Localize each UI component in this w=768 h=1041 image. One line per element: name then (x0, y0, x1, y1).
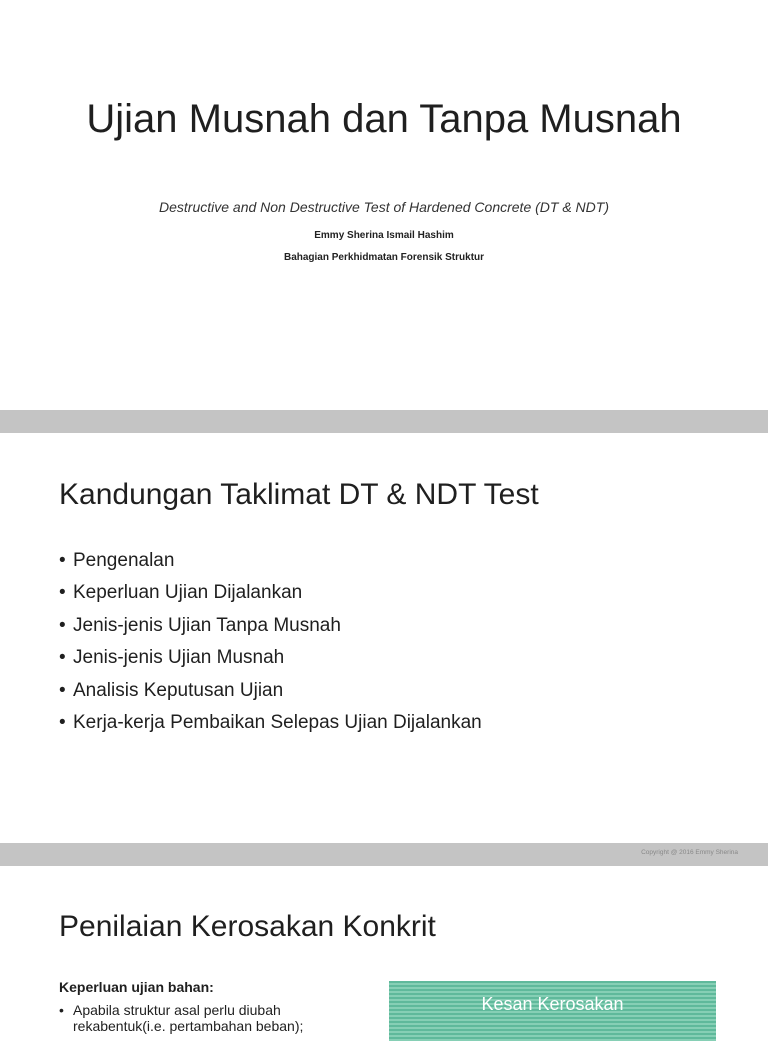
author-name: Emmy Sherina Ismail Hashim (314, 230, 454, 241)
list-item-text: Kerja-kerja Pembaikan Selepas Ujian Dijalankan (73, 711, 482, 733)
list-item (59, 646, 482, 678)
copyright-notice: Copyright @ 2016 Emmy Sherina (641, 849, 738, 856)
slide-title: Ujian Musnah dan Tanpa Musnah (86, 97, 682, 141)
department-name: Bahagian Perkhidmatan Forensik Struktur (283, 252, 485, 263)
contents-list (59, 549, 482, 743)
list-item (59, 549, 482, 581)
list-item (59, 711, 482, 743)
contents-slide (0, 433, 768, 843)
bullet-icon: • (59, 614, 66, 636)
list-item-text: Jenis-jenis Ujian Tanpa Musnah (73, 614, 341, 636)
damage-effect-box (389, 981, 716, 1041)
bullet-icon: • (59, 647, 66, 669)
bullet-text-line2: rekabentuk(i.e. pertambahan beban); (73, 1018, 304, 1034)
list-item-text: Keperluan Ujian Dijalankan (73, 582, 303, 604)
bullet-icon: • (59, 582, 66, 604)
list-item-text: Pengenalan (73, 550, 175, 571)
slide-divider (0, 843, 768, 866)
damage-effect-label: Kesan Kerosakan (481, 994, 624, 1014)
contents-title: Kandungan Taklimat DT & NDT Test (59, 478, 539, 511)
title-slide (0, 0, 768, 410)
bullet-text-line1: Apabila struktur asal perlu diubah (73, 1002, 281, 1018)
bullet-icon: • (59, 711, 66, 733)
bullet-icon: • (59, 1002, 64, 1018)
bullet-icon: • (59, 550, 66, 571)
assessment-subheading: Keperluan ujian bahan: (59, 979, 214, 995)
assessment-bullet (59, 1002, 359, 1034)
assessment-title: Penilaian Kerosakan Konkrit (59, 910, 436, 943)
slide-divider (0, 410, 768, 433)
assessment-slide (0, 866, 768, 1034)
list-item (59, 614, 482, 646)
bullet-icon: • (59, 679, 66, 701)
list-item (59, 581, 482, 613)
list-item-text: Jenis-jenis Ujian Musnah (73, 647, 285, 669)
slide-subtitle: Destructive and Non Destructive Test of Hardened Concrete (DT & NDT) (159, 199, 609, 215)
list-item-text: Analisis Keputusan Ujian (73, 679, 284, 701)
list-item (59, 679, 482, 711)
